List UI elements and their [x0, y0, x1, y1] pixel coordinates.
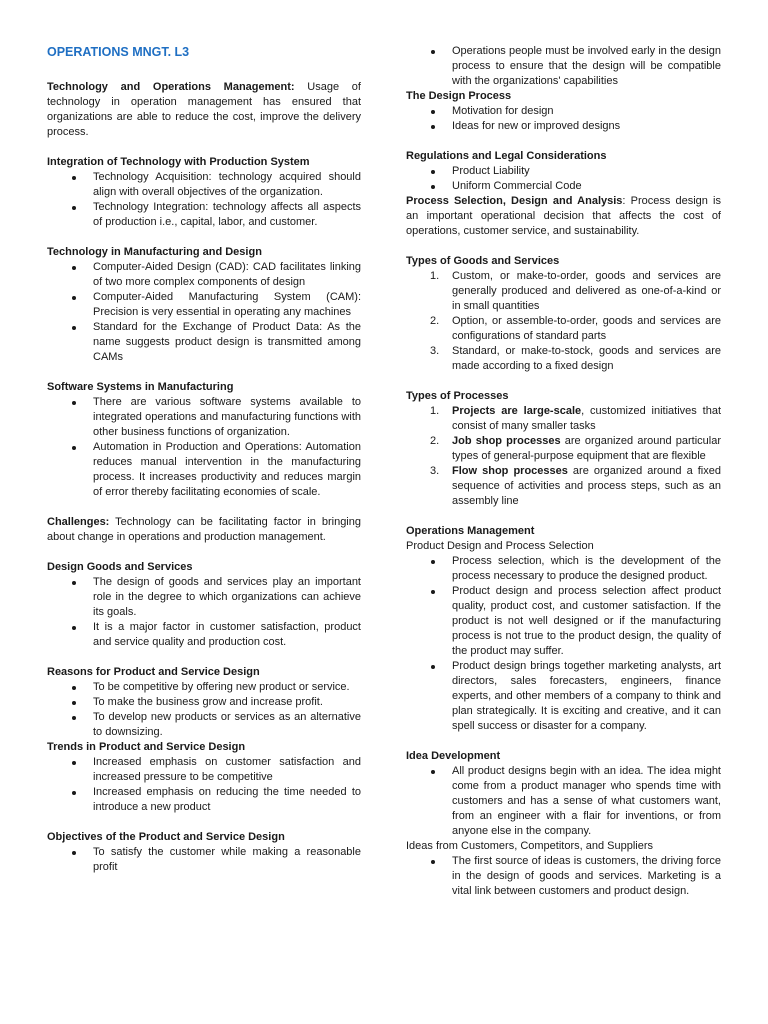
challenges-paragraph — [47, 515, 361, 545]
list-text: are organized around a fixed sequence of activities and process steps, such as an assembly line — [452, 465, 721, 507]
ops-mgmt-list — [406, 554, 721, 734]
list-number: 3. — [430, 345, 440, 357]
design-goods-heading: Design Goods and Services — [47, 561, 193, 573]
intro-paragraph — [47, 80, 361, 140]
list-item: Process selection, which is the development of the process necessary to produce the designed product. — [406, 554, 721, 584]
process-selection-label: Process Selection, Design and Analysis — [406, 195, 623, 207]
list-item: All product designs begin with an idea. The idea might come from a product manager who spends time with customers and has a sense of what customers want, from an engineer with a flair for inventions, or from anyone else in the company. — [406, 764, 721, 839]
list-term: Flow shop processes — [452, 465, 568, 477]
manufacturing-list — [47, 260, 361, 365]
idea-dev-heading: Idea Development — [406, 750, 501, 762]
idea-sources-list — [406, 854, 721, 899]
list-item: To be competitive by offering new product or service. — [47, 680, 361, 695]
list-item — [406, 314, 721, 344]
regulations-list — [406, 164, 721, 194]
list-item: Automation in Production and Operations: Automation reduces manual intervention in the manufacturing process. It increases productivity and reduces margin of error thereby facilitating economies of scale. — [47, 440, 361, 500]
list-number: 2. — [430, 435, 440, 447]
design-goods-list — [47, 575, 361, 650]
list-item: Product Liability — [406, 164, 721, 179]
list-number: 2. — [430, 315, 440, 327]
list-text: Custom, or make-to-order, goods and services are generally produced and delivered as one-of-a-kind or in small quantities — [452, 270, 721, 312]
document-title: OPERATIONS MNGT. L3 — [47, 45, 190, 59]
list-number: 3. — [430, 465, 440, 477]
list-text: Standard, or make-to-stock, goods and services are made according to a fixed design — [452, 345, 721, 372]
list-item: Motivation for design — [406, 104, 721, 119]
list-item — [406, 434, 721, 464]
ops-mgmt-heading: Operations Management — [406, 525, 535, 537]
design-process-heading: The Design Process — [406, 90, 512, 102]
list-item: Computer-Aided Manufacturing System (CAM): Precision is very essential in operating any machines — [47, 290, 361, 320]
objectives-heading: Objectives of the Product and Service Design — [47, 831, 285, 843]
list-text: , customized initiatives that consist of many smaller tasks — [452, 405, 721, 432]
list-item: To satisfy the customer while making a reasonable profit — [47, 845, 361, 875]
idea-dev-list — [406, 764, 721, 839]
list-number: 1. — [430, 405, 440, 417]
ops-mgmt-subheading: Product Design and Process Selection — [406, 540, 594, 552]
list-item: Product design and process selection affect product quality, product cost, and customer satisfaction. If the product is not well designed or if the manufacturing process is not true to the product design, the quality of the product may suffer. — [406, 584, 721, 659]
integration-list — [47, 170, 361, 230]
design-process-list — [406, 104, 721, 134]
list-item: Product design brings together marketing analysts, art directors, sales forecasters, engineers, finance experts, and other members of a company to think and plan strategically. It is exciting and creative, and it can spell success or disaster for a company. — [406, 659, 721, 734]
list-item — [406, 404, 721, 434]
manufacturing-heading: Technology in Manufacturing and Design — [47, 246, 262, 258]
list-item: Increased emphasis on reducing the time needed to introduce a new product — [47, 785, 361, 815]
right-column — [406, 44, 721, 899]
list-item: To develop new products or services as an alternative to downsizing. — [47, 710, 361, 740]
list-item: To make the business grow and increase profit. — [47, 695, 361, 710]
process-selection-paragraph — [406, 194, 721, 239]
challenges-label: Challenges: — [47, 516, 110, 528]
regulations-heading: Regulations and Legal Considerations — [406, 150, 607, 162]
intro-label: Technology and Operations Management: — [47, 81, 295, 93]
list-term: Projects are large-scale — [452, 405, 582, 417]
list-item: Ideas for new or improved designs — [406, 119, 721, 134]
process-selection-text: : Process design is an important operational decision that affects the cost of operations, customer service, and sustainability. — [406, 195, 722, 237]
types-processes-heading: Types of Processes — [406, 390, 509, 402]
list-item: Computer-Aided Design (CAD): CAD facilitates linking of two more complex components of design — [47, 260, 361, 290]
intro-text: Usage of technology in operation management has ensured that organizations are able to reduce the cost, improve the delivery process. — [47, 81, 361, 138]
trends-list — [47, 755, 361, 815]
list-number: 1. — [430, 270, 440, 282]
software-list — [47, 395, 361, 500]
list-item: Operations people must be involved early in the design process to ensure that the design will be compatible with the organizations' capabilities — [406, 44, 721, 89]
list-item: There are various software systems available to integrated operations and manufacturing functions with other business functions of organization. — [47, 395, 361, 440]
list-item: It is a major factor in customer satisfaction, product and service quality and production cost. — [47, 620, 361, 650]
software-heading: Software Systems in Manufacturing — [47, 381, 234, 393]
list-term: Job shop processes — [452, 435, 561, 447]
left-column — [47, 44, 361, 875]
types-goods-list — [406, 269, 721, 374]
idea-sources-subheading: Ideas from Customers, Competitors, and Suppliers — [406, 840, 653, 852]
list-item: Technology Acquisition: technology acquired should align with overall objectives of the organization. — [47, 170, 361, 200]
continued-objectives-list — [406, 44, 721, 89]
challenges-text: Technology can be facilitating factor in bringing about change in operations and production management. — [47, 516, 361, 543]
trends-heading: Trends in Product and Service Design — [47, 741, 246, 753]
list-item — [406, 464, 721, 509]
list-item — [406, 269, 721, 314]
list-item: The design of goods and services play an important role in the degree to which organizations can achieve its goals. — [47, 575, 361, 620]
list-item: Standard for the Exchange of Product Data: As the name suggests product design is transmitted among CAMs — [47, 320, 361, 365]
list-item: Increased emphasis on customer satisfaction and increased pressure to be competitive — [47, 755, 361, 785]
list-text: Option, or assemble-to-order, goods and services are configurations of standard parts — [452, 315, 721, 342]
list-text: are organized around particular types of general-purpose equipment that are flexible — [452, 435, 721, 462]
objectives-list — [47, 845, 361, 875]
types-processes-list — [406, 404, 721, 509]
integration-heading: Integration of Technology with Production System — [47, 156, 310, 168]
types-goods-heading: Types of Goods and Services — [406, 255, 560, 267]
list-item: The first source of ideas is customers, the driving force in the design of goods and services. Marketing is a vital link between customers and product design. — [406, 854, 721, 899]
list-item — [406, 344, 721, 374]
reasons-list — [47, 680, 361, 740]
list-item: Technology Integration: technology affects all aspects of production i.e., capital, labor, and customer. — [47, 200, 361, 230]
reasons-heading: Reasons for Product and Service Design — [47, 666, 260, 678]
list-item: Uniform Commercial Code — [406, 179, 721, 194]
